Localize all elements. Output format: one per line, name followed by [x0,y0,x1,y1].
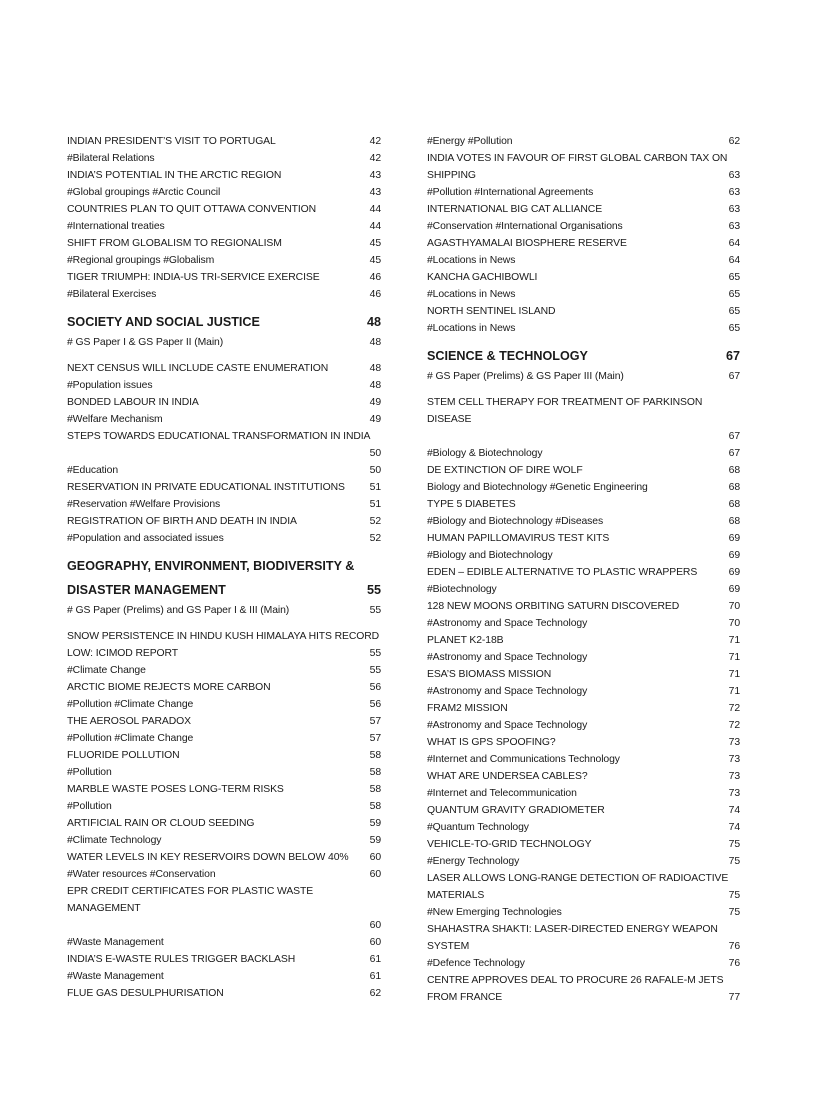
entry-title: STEPS TOWARDS EDUCATIONAL TRANSFORMATION IN INDIA [67,431,371,442]
entry-title: QUANTUM GRAVITY GRADIOMETER [427,805,605,816]
page-number: 42 [369,153,381,164]
section-heading [67,310,381,334]
section-heading [427,344,740,368]
tag-text: #Internet and Telecommunication [427,788,577,799]
toc-entry [427,564,740,581]
page-number: 77 [728,992,740,1003]
toc-entry [67,747,381,764]
tag-text: #Climate Technology [67,835,162,846]
toc-entry [67,428,381,462]
tag-text: #Water resources #Conservation [67,869,216,880]
entry-title: SHAHASTRA SHAKTI: LASER-DIRECTED ENERGY WEAPON [427,924,718,935]
page-number: 71 [728,686,740,697]
tag-text: #Astronomy and Space Technology [427,686,588,697]
page-number: 58 [369,767,381,778]
page-number: 68 [728,465,740,476]
page-number: 46 [369,272,381,283]
paper-subtitle [427,368,740,385]
section-title-continued: DISASTER MANAGEMENT [67,583,226,597]
page-number: 74 [728,822,740,833]
page-number: 51 [369,499,381,510]
page-number: 73 [728,771,740,782]
toc-tag-entry [67,798,381,815]
toc-entry [67,133,381,150]
toc-entry [67,985,381,1002]
page-number: 60 [369,869,381,880]
page-number: 44 [369,204,381,215]
paper-subtitle-text: # GS Paper (Prelims) and GS Paper I & III (Main) [67,605,290,616]
toc-entry [67,679,381,696]
toc-entry [427,201,740,218]
page-number: 58 [369,801,381,812]
page-number: 75 [728,856,740,867]
tag-text: #Conservation #International Organisations [427,221,623,232]
entry-title: Biology and Biotechnology #Genetic Engineering [427,482,648,493]
entry-title: INTERNATIONAL BIG CAT ALLIANCE [427,204,603,215]
toc-tag-entry [427,513,740,530]
page-number: 67 [728,448,740,459]
page-number: 70 [728,601,740,612]
entry-title: WHAT ARE UNDERSEA CABLES? [427,771,588,782]
tag-text: #Waste Management [67,971,164,982]
page-number: 73 [728,754,740,765]
toc-tag-entry [427,649,740,666]
page-number: 48 [369,380,381,391]
entry-title: WATER LEVELS IN KEY RESERVOIRS DOWN BELOW 40% [67,852,349,863]
toc-entry [67,201,381,218]
entry-title: INDIA’S E-WASTE RULES TRIGGER BACKLASH [67,954,296,965]
tag-text: #Education [67,465,118,476]
tag-text: #Astronomy and Space Technology [427,652,588,663]
tag-text: #Global groupings #Arctic Council [67,187,221,198]
toc-entry [67,713,381,730]
page-number: 68 [728,499,740,510]
entry-title: THE AEROSOL PARADOX [67,716,191,727]
toc-entry [67,235,381,252]
toc-entry [427,768,740,785]
toc-entry [67,781,381,798]
section-title: SCIENCE & TECHNOLOGY [427,349,588,363]
toc-tag-entry [427,445,740,462]
page-number: 65 [728,306,740,317]
toc-tag-entry [67,764,381,781]
page-number: 56 [369,682,381,693]
toc-tag-entry [67,252,381,269]
entry-title: HUMAN PAPILLOMAVIRUS TEST KITS [427,533,610,544]
page-number: 63 [728,221,740,232]
page-number: 60 [369,852,381,863]
entry-title: FLUORIDE POLLUTION [67,750,180,761]
toc-tag-entry [427,133,740,150]
entry-title: INDIA VOTES IN FAVOUR OF FIRST GLOBAL CARBON TAX ON [427,153,728,164]
entry-title-continued: SHIPPING [427,170,476,181]
page-number: 58 [369,750,381,761]
page-number: 44 [369,221,381,232]
tag-text: #Biology and Biotechnology [427,550,553,561]
toc-tag-entry [427,252,740,269]
toc-entry [427,836,740,853]
entry-title: RESERVATION IN PRIVATE EDUCATIONAL INSTITUTIONS [67,482,345,493]
page-number: 73 [728,737,740,748]
toc-tag-entry [67,462,381,479]
tag-text: #Population and associated issues [67,533,224,544]
page-number: 63 [728,170,740,181]
entry-title: ESA’S BIOMASS MISSION [427,669,552,680]
page-number: 55 [369,648,381,659]
page-number: 50 [369,465,381,476]
page-number: 49 [369,397,381,408]
entry-title: NEXT CENSUS WILL INCLUDE CASTE ENUMERATION [67,363,329,374]
entry-title: KANCHA GACHIBOWLI [427,272,538,283]
page-number: 76 [728,958,740,969]
entry-title: LASER ALLOWS LONG-RANGE DETECTION OF RADIOACTIVE [427,873,729,884]
entry-title: 128 NEW MOONS ORBITING SATURN DISCOVERED [427,601,680,612]
page-number: 62 [728,136,740,147]
toc-tag-entry [67,411,381,428]
toc-tag-entry [427,819,740,836]
page-number: 75 [728,890,740,901]
tag-text: #Biotechnology [427,584,497,595]
tag-text: #Energy Technology [427,856,520,867]
page-number: 46 [369,289,381,300]
toc-tag-entry [427,853,740,870]
page-number: 64 [728,255,740,266]
toc-left-column [67,133,381,1002]
toc-entry [427,870,740,904]
page-number: 48 [369,337,381,348]
page-number: 51 [369,482,381,493]
page-number: 71 [728,652,740,663]
toc-tag-entry [427,717,740,734]
entry-title: SHIFT FROM GLOBALISM TO REGIONALISM [67,238,282,249]
tag-text: #Reservation #Welfare Provisions [67,499,221,510]
page-number: 59 [369,835,381,846]
entry-title: SNOW PERSISTENCE IN HINDU KUSH HIMALAYA HITS RECORD [67,631,380,642]
page-number: 75 [728,839,740,850]
toc-tag-entry [67,832,381,849]
page-number: 74 [728,805,740,816]
tag-text: #Bilateral Exercises [67,289,157,300]
entry-title-continued: LOW: ICIMOD REPORT [67,648,178,659]
paper-subtitle-text: # GS Paper (Prelims) & GS Paper III (Main) [427,371,624,382]
toc-entry [67,269,381,286]
toc-entry [427,479,740,496]
toc-tag-entry [67,696,381,713]
page-number: 57 [369,733,381,744]
tag-text: #New Emerging Technologies [427,907,562,918]
entry-title: TIGER TRIUMPH: INDIA-US TRI-SERVICE EXERCISE [67,272,320,283]
page-number: 56 [369,699,381,710]
entry-title: TYPE 5 DIABETES [427,499,516,510]
tag-text: #Bilateral Relations [67,153,155,164]
entry-title: REGISTRATION OF BIRTH AND DEATH IN INDIA [67,516,297,527]
tag-text: #Biology and Biotechnology #Diseases [427,516,604,527]
page-number: 76 [728,941,740,952]
toc-tag-entry [67,662,381,679]
page-number: 64 [728,238,740,249]
paper-subtitle-text: # GS Paper I & GS Paper II (Main) [67,337,224,348]
entry-title: INDIA’S POTENTIAL IN THE ARCTIC REGION [67,170,282,181]
page-number: 69 [728,550,740,561]
toc-tag-entry [427,904,740,921]
toc-right-column [427,133,740,1006]
entry-title: CENTRE APPROVES DEAL TO PROCURE 26 RAFALE-M JETS [427,975,724,986]
toc-entry [427,921,740,955]
page-number: 52 [369,516,381,527]
page-number: 63 [728,187,740,198]
toc-tag-entry [67,968,381,985]
page-number: 45 [369,238,381,249]
toc-entry [427,269,740,286]
entry-title: WHAT IS GPS SPOOFING? [427,737,556,748]
entry-title: NORTH SENTINEL ISLAND [427,306,556,317]
toc-tag-entry [427,547,740,564]
section-page-number: 55 [366,583,381,597]
page-number: 59 [369,818,381,829]
toc-tag-entry [67,286,381,303]
toc-tag-entry [67,150,381,167]
page-number: 55 [369,665,381,676]
entry-title: BONDED LABOUR IN INDIA [67,397,199,408]
entry-title: VEHICLE-TO-GRID TECHNOLOGY [427,839,592,850]
toc-tag-entry [427,218,740,235]
page-number: 71 [728,669,740,680]
toc-tag-entry [427,751,740,768]
entry-title: INDIAN PRESIDENT’S VISIT TO PORTUGAL [67,136,276,147]
tag-text: #Pollution #Climate Change [67,699,194,710]
page-number: 48 [369,363,381,374]
toc-tag-entry [67,184,381,201]
toc-entry [427,598,740,615]
tag-text: #Defence Technology [427,958,525,969]
toc-entry [427,700,740,717]
entry-title: AGASTHYAMALAI BIOSPHERE RESERVE [427,238,627,249]
toc-entry [67,167,381,184]
page-number: 60 [369,937,381,948]
page-number: 69 [728,533,740,544]
tag-text: #Locations in News [427,323,516,334]
toc-entry [427,802,740,819]
entry-title: ARCTIC BIOME REJECTS MORE CARBON [67,682,271,693]
toc-tag-entry [67,377,381,394]
page-number: 61 [369,954,381,965]
tag-text: #Welfare Mechanism [67,414,163,425]
page-number: 67 [728,371,740,382]
entry-title: EPR CREDIT CERTIFICATES FOR PLASTIC WASTE MANAGEMENT [67,886,314,914]
page-number: 69 [728,567,740,578]
tag-text: #Climate Change [67,665,146,676]
entry-title: ARTIFICIAL RAIN OR CLOUD SEEDING [67,818,255,829]
tag-text: #Pollution #Climate Change [67,733,194,744]
toc-tag-entry [67,218,381,235]
toc-tag-entry [67,496,381,513]
toc-tag-entry [427,581,740,598]
toc-tag-entry [67,530,381,547]
tag-text: #Pollution [67,767,112,778]
page-number: 65 [728,272,740,283]
tag-text: #Quantum Technology [427,822,529,833]
tag-text: #Pollution #International Agreements [427,187,594,198]
entry-title: EDEN – EDIBLE ALTERNATIVE TO PLASTIC WRAPPERS [427,567,698,578]
entry-title: FRAM2 MISSION [427,703,508,714]
section-heading-line [67,578,381,602]
page-number: 42 [369,136,381,147]
section-title: GEOGRAPHY, ENVIRONMENT, BIODIVERSITY & [67,559,355,573]
toc-tag-entry [67,866,381,883]
toc-entry [427,972,740,1006]
toc-entry [427,734,740,751]
tag-text: #Energy #Pollution [427,136,513,147]
page-number: 61 [369,971,381,982]
page-number: 49 [369,414,381,425]
toc-entry [67,513,381,530]
entry-title-continued: SYSTEM [427,941,470,952]
tag-text: #Regional groupings #Globalism [67,255,215,266]
section-heading-line [67,554,381,578]
entry-title-continued: MATERIALS [427,890,485,901]
page-number: 67 [728,431,740,442]
toc-entry [67,628,381,662]
page-number: 75 [728,907,740,918]
tag-text: #Biology & Biotechnology [427,448,543,459]
page-number: 58 [369,784,381,795]
toc-entry [67,849,381,866]
entry-title: DE EXTINCTION OF DIRE WOLF [427,465,583,476]
tag-text: #Astronomy and Space Technology [427,720,588,731]
tag-text: #Pollution [67,801,112,812]
toc-entry [427,462,740,479]
tag-text: #Astronomy and Space Technology [427,618,588,629]
toc-entry [67,815,381,832]
page-number: 65 [728,323,740,334]
toc-tag-entry [427,320,740,337]
toc-entry [67,883,381,934]
tag-text: #Internet and Communications Technology [427,754,620,765]
toc-entry [427,235,740,252]
toc-tag-entry [427,955,740,972]
section-title: SOCIETY AND SOCIAL JUSTICE [67,315,260,329]
page-number: 55 [369,605,381,616]
toc-entry [427,394,740,445]
page-number: 50 [369,448,381,459]
page-number: 60 [369,920,381,931]
toc-entry [427,496,740,513]
section-page-number: 48 [366,315,381,329]
toc-tag-entry [427,785,740,802]
tag-text: #Locations in News [427,255,516,266]
toc-tag-entry [427,184,740,201]
page-number: 72 [728,703,740,714]
tag-text: #Waste Management [67,937,164,948]
entry-title: MARBLE WASTE POSES LONG-TERM RISKS [67,784,284,795]
entry-title-continued: FROM FRANCE [427,992,503,1003]
tag-text: #International treaties [67,221,165,232]
toc-entry [427,666,740,683]
entry-title: STEM CELL THERAPY FOR TREATMENT OF PARKINSON DISEASE [427,397,703,425]
page-number: 72 [728,720,740,731]
toc-entry [427,530,740,547]
page-number: 45 [369,255,381,266]
page-number: 71 [728,635,740,646]
page-number: 73 [728,788,740,799]
section-page-number: 67 [725,349,740,363]
toc-tag-entry [67,934,381,951]
page-number: 65 [728,289,740,300]
toc-entry [427,150,740,184]
entry-title: PLANET K2-18B [427,635,504,646]
paper-subtitle [67,334,381,351]
page-number: 63 [728,204,740,215]
toc-tag-entry [67,730,381,747]
toc-entry [67,951,381,968]
page-number: 43 [369,170,381,181]
toc-entry [427,632,740,649]
tag-text: #Locations in News [427,289,516,300]
toc-entry [427,303,740,320]
toc-entry [67,360,381,377]
toc-tag-entry [427,615,740,632]
page-number: 69 [728,584,740,595]
section-heading [67,554,381,602]
toc-entry [67,394,381,411]
page-number: 68 [728,516,740,527]
toc-tag-entry [427,683,740,700]
page-number: 43 [369,187,381,198]
entry-title: COUNTRIES PLAN TO QUIT OTTAWA CONVENTION [67,204,317,215]
page-number: 52 [369,533,381,544]
page-number: 68 [728,482,740,493]
toc-entry [67,479,381,496]
page-number: 62 [369,988,381,999]
paper-subtitle [67,602,381,619]
page-number: 70 [728,618,740,629]
page-number: 57 [369,716,381,727]
toc-tag-entry [427,286,740,303]
tag-text: #Population issues [67,380,153,391]
entry-title: FLUE GAS DESULPHURISATION [67,988,224,999]
